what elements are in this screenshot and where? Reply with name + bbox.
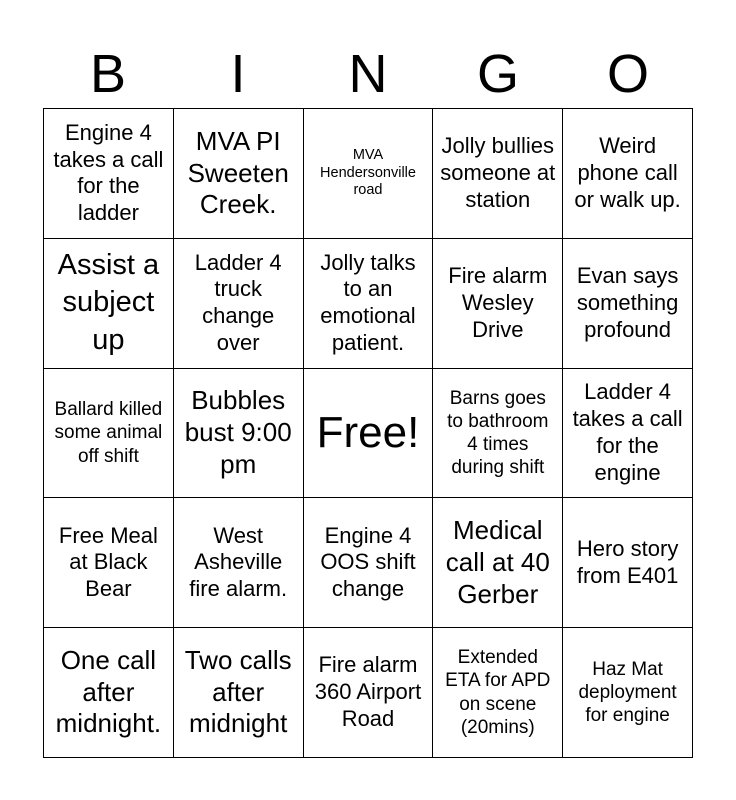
header-letter-n: N [348, 44, 388, 104]
bingo-header [43, 40, 693, 108]
bingo-cell[interactable]: Evan says something profound [563, 239, 693, 369]
header-letter-g: G [476, 44, 519, 104]
bingo-cell[interactable]: West Asheville fire alarm. [174, 498, 304, 628]
bingo-cell[interactable]: Weird phone call or walk up. [563, 109, 693, 239]
bingo-cell[interactable]: Assist a subject up [44, 239, 174, 369]
bingo-grid [43, 108, 693, 758]
header-letter-i: I [230, 44, 246, 104]
bingo-cell[interactable]: Free Meal at Black Bear [44, 498, 174, 628]
free-space-cell[interactable]: Free! [304, 369, 434, 499]
bingo-cell[interactable]: Two calls after midnight [174, 628, 304, 758]
bingo-cell[interactable]: Ballard killed some animal off shift [44, 369, 174, 499]
bingo-cell[interactable]: Haz Mat deployment for engine [563, 628, 693, 758]
bingo-cell[interactable]: MVA PI Sweeten Creek. [174, 109, 304, 239]
bingo-cell[interactable]: Ladder 4 truck change over [174, 239, 304, 369]
bingo-cell[interactable]: Engine 4 OOS shift change [304, 498, 434, 628]
bingo-cell[interactable]: Fire alarm 360 Airport Road [304, 628, 434, 758]
bingo-cell[interactable]: Medical call at 40 Gerber [433, 498, 563, 628]
bingo-cell[interactable]: Engine 4 takes a call for the ladder [44, 109, 174, 239]
bingo-cell[interactable]: Hero story from E401 [563, 498, 693, 628]
header-letter-o: O [606, 44, 649, 104]
bingo-cell[interactable]: Extended ETA for APD on scene (20mins) [433, 628, 563, 758]
bingo-cell[interactable]: Barns goes to bathroom 4 times during shift [433, 369, 563, 499]
bingo-cell[interactable]: Ladder 4 takes a call for the engine [563, 369, 693, 499]
bingo-cell[interactable]: Jolly bullies someone at station [433, 109, 563, 239]
bingo-cell[interactable]: MVA Hendersonville road [304, 109, 434, 239]
bingo-cell[interactable]: Bubbles bust 9:00 pm [174, 369, 304, 499]
bingo-cell[interactable]: Jolly talks to an emotional patient. [304, 239, 434, 369]
bingo-cell[interactable]: One call after midnight. [44, 628, 174, 758]
header-letter-b: B [89, 44, 127, 104]
bingo-cell[interactable]: Fire alarm Wesley Drive [433, 239, 563, 369]
